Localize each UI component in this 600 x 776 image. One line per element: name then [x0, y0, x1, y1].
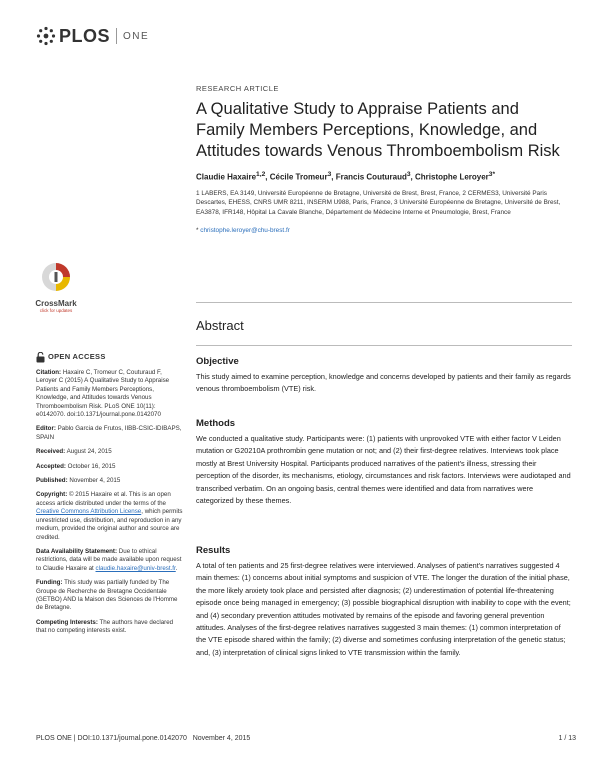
plos-logo-icon [36, 26, 56, 46]
citation-label: Citation: [36, 369, 62, 376]
article-info-sidebar [36, 352, 184, 642]
data-availability-label: Data Availability Statement: [36, 547, 118, 555]
logo-word: PLOS [59, 25, 111, 46]
published-date: November 4, 2015 [69, 477, 121, 485]
article-main [196, 84, 572, 234]
copyright-block [36, 491, 184, 541]
article-type: RESEARCH ARTICLE [196, 84, 279, 93]
author-name[interactable]: Christophe Leroyer [415, 172, 489, 182]
received-date: August 24, 2015 [66, 448, 112, 456]
abstract-results [196, 545, 572, 659]
citation-block [36, 369, 184, 419]
open-lock-icon [36, 352, 45, 363]
methods-heading: Methods [196, 418, 236, 429]
crossmark-icon [32, 262, 80, 292]
data-contact-email-link[interactable]: claudie.haxaire@univ-brest.fr [95, 564, 176, 572]
author-affiliation-mark: 3 [327, 171, 332, 178]
published-block [36, 477, 184, 485]
received-label: Received: [36, 448, 66, 456]
objective-heading: Objective [196, 356, 239, 367]
abstract-objective [196, 356, 572, 396]
corresponding-author [196, 227, 572, 234]
competing-interests-block [36, 619, 184, 636]
abstract-heading-wrap [196, 318, 572, 333]
journal-logo[interactable] [36, 24, 149, 48]
published-label: Published: [36, 477, 68, 485]
crossmark-label: CrossMark [35, 299, 77, 308]
copyright-text-end: , which permits unrestricted use, distribution, and reproduction in any medium, provided the original author and source are credited. [36, 508, 183, 541]
accepted-date: October 16, 2015 [67, 462, 116, 470]
corresponding-email-link[interactable]: christophe.leroyer@chu-brest.fr [200, 227, 290, 235]
copyright-text: © 2015 Haxaire et al. This is an open access article distributed under the terms of the [36, 491, 171, 507]
author-name[interactable]: Cécile Tromeur [269, 172, 328, 182]
journal-name: ONE [123, 30, 150, 42]
data-availability-end: . [175, 564, 178, 572]
accepted-label: Accepted: [36, 462, 66, 470]
results-heading: Results [196, 545, 231, 556]
author-name[interactable]: Claudie Haxaire [196, 172, 257, 182]
funding-label: Funding: [36, 579, 63, 587]
open-access-badge [36, 352, 184, 363]
corresponding-star: * [196, 227, 199, 235]
competing-interests-text: The authors have declared that no competing interests exist. [36, 618, 174, 635]
objective-text: This study aimed to examine perception, knowledge and concerns developed by patients and their family as regards venous thromboembolism (VTE) risk. [196, 372, 571, 394]
citation-text: Haxaire C, Tromeur C, Couturaud F, Leroyer C (2015) A Qualitative Study to Appraise Patients and Family Members Perceptions, Knowledge, and Attitudes towards Venous Thromboembolism Risk. PLoS ONE 10(11): e0142070. doi:10.1371/journal.pone.0142070 [36, 369, 170, 419]
data-availability-text: Due to ethical restrictions, data will be made available upon request to Claudie Haxaire at [36, 547, 182, 572]
competing-interests-label: Competing Interests: [36, 618, 98, 626]
page-footer [36, 735, 576, 742]
methods-text: We conducted a qualitative study. Participants were: (1) patients with unprovoked VTE with either factor V Leiden mutation or G20210A prothrombin gene mutation or not; and (2) their first-degree relatives. Interviews took place mostly at Brest University Hospital. Participants produced narratives of the patient's illness, stressing their perception of the disorder, its mechanisms, etiology, circumstances and risk factors. Interviews were audiotaped and transcribed verbatim. On an ongoing basis, central themes were identified and data from narratives were categorized by these themes. [196, 434, 571, 506]
author-list: Claudie Haxaire$^{1,2}$, Cécile Tromeur$^3$, Francis Couturaud$^3$, Christophe Leroyer$^{3*}$ [196, 171, 496, 182]
author-affiliation-mark: 3* [488, 171, 496, 178]
editor-text: Pablo Garcia de Frutos, IIBB-CSIC-IDIBAPS, SPAIN [36, 425, 182, 441]
accepted-block [36, 463, 184, 471]
section-divider [196, 345, 572, 346]
page-number: 1 / 13 [558, 735, 576, 742]
affiliations: 1 LABERS, EA 3149, Université Européenne de Bretagne, Université de Brest, Brest, France, 2 CERMES3, Université Paris Descartes, EHESS, CNRS UMR 8211, INSERM U988, Paris, France, 3 Université Européenne de Bretagne, Université de Brest, EA3878, IFR148, Hôpital La Cavale Blanche, Département de Médecine Interne et Pneumologie, Brest, France [196, 189, 561, 216]
funding-block [36, 579, 184, 613]
data-availability-block [36, 548, 184, 573]
article-title: A Qualitative Study to Appraise Patients and Family Members Perceptions, Knowledge, and Attitudes towards Venous Thromboembolism Risk [196, 100, 560, 160]
footer-citation: PLOS ONE | DOI:10.1371/journal.pone.0142070 November 4, 2015 [36, 735, 251, 742]
open-access-label: OPEN ACCESS [48, 352, 106, 362]
abstract-heading: Abstract [196, 318, 244, 333]
funding-text: This study was partially funded by The Groupe de Recherche de Bretagne Occidentale (GETBO) AND la Maison des Sciences de l'Homme de Bretagne. [36, 579, 178, 612]
copyright-label: Copyright: [36, 491, 68, 499]
crossmark-badge[interactable] [32, 262, 80, 313]
results-text: A total of ten patients and 25 first-degree relatives were interviewed. Analyses of patient's narratives suggested 4 main themes: (1) concerns about initial symptoms and suspicion of VTE. The longer the duration of the initial phase, the more likely anxiety took place and persisted after diagnosis; (2) underestimation of potential life-threatening episode once being managed in emergency; (3) possible biographical disruption with inability to cope with the event; and (4) secondary prevention attitudes motivated by remains of the episode and favoring general prevention attitudes. Analyses of the first-degree relatives narratives suggested 3 main themes: (1) common interpretation of the VTE episode shared within the family; (2) diverse and sometimes confusing interpretation of the genetic status; and, (3) interpretation of clinical signs linked to VTE transmission within the family. [196, 561, 571, 657]
editor-block [36, 425, 184, 442]
crossmark-sublabel: click for updates [39, 308, 73, 313]
author-name[interactable]: Francis Couturaud [335, 172, 407, 182]
author-affiliation-mark: 1,2 [256, 171, 266, 178]
license-link[interactable]: Creative Commons Attribution License [36, 508, 142, 516]
author-affiliation-mark: 3 [406, 171, 411, 178]
logo-divider [116, 28, 117, 44]
editor-label: Editor: [36, 425, 56, 433]
received-block [36, 448, 184, 456]
abstract-methods [196, 418, 572, 507]
section-divider [196, 302, 572, 303]
